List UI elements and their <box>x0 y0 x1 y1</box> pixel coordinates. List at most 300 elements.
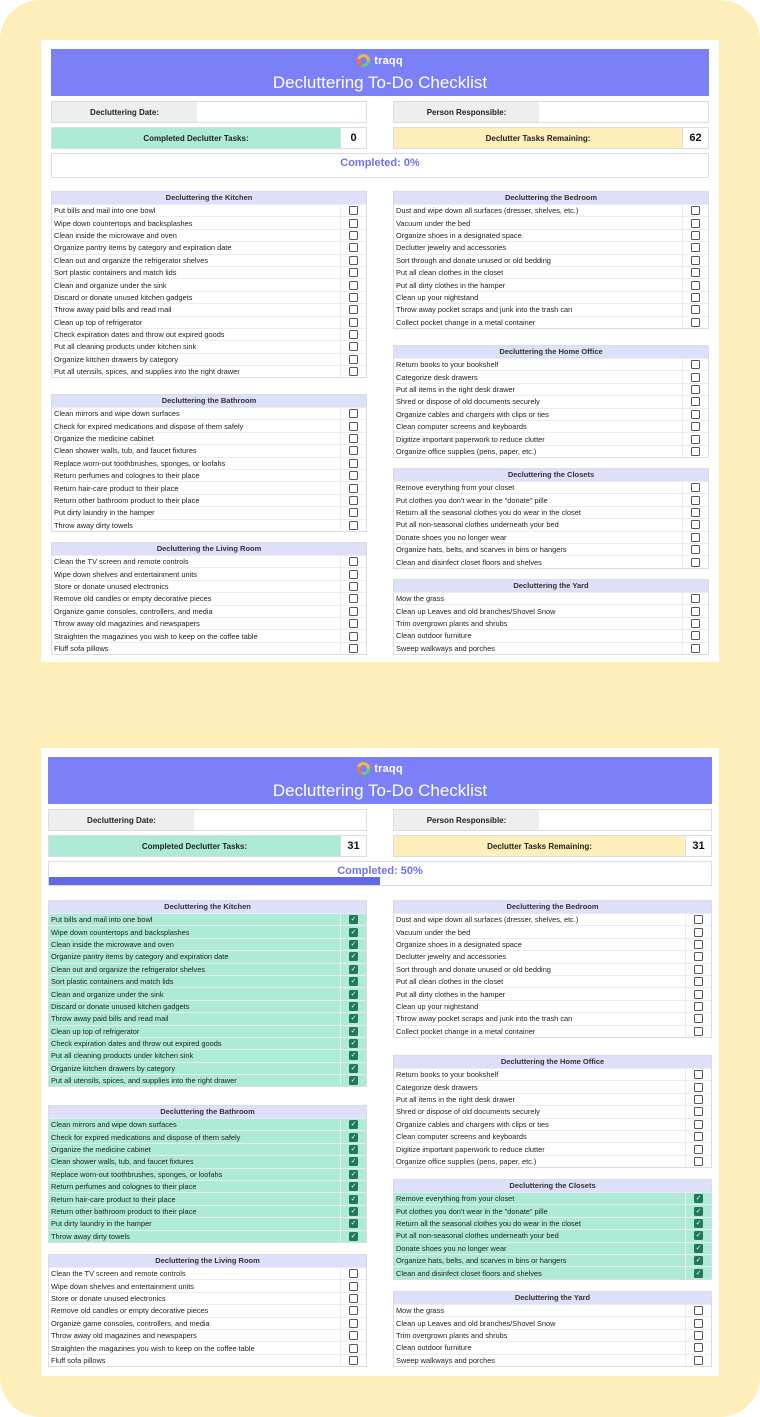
checkbox-cell <box>340 1280 366 1291</box>
completion-percent-text: Completed: 0% <box>340 157 420 169</box>
checkbox-icon[interactable] <box>694 915 703 924</box>
checked-checkbox-icon[interactable]: ✓ <box>350 1077 357 1085</box>
checked-checkbox-icon[interactable]: ✓ <box>350 916 357 924</box>
checked-checkbox-icon[interactable]: ✓ <box>695 1195 702 1203</box>
checklist-item <box>394 241 708 253</box>
checked-checkbox-icon[interactable]: ✓ <box>695 1232 702 1240</box>
checkbox-icon[interactable] <box>691 533 700 542</box>
section-title: Decluttering the Home Office <box>394 1056 711 1068</box>
checklist-item-label: Declutter jewelry and accessories <box>396 243 507 253</box>
checkbox-cell <box>682 359 708 370</box>
checkbox-icon[interactable] <box>694 1145 703 1154</box>
checklist-item <box>49 1354 366 1366</box>
checkbox-cell <box>340 1305 366 1316</box>
checked-checkbox-icon[interactable]: ✓ <box>350 1158 357 1166</box>
section-title: Decluttering the Yard <box>394 1292 711 1304</box>
checklist-item <box>394 278 708 290</box>
checkbox-icon[interactable] <box>691 243 700 252</box>
checked-checkbox-icon[interactable]: ✓ <box>350 953 357 961</box>
checked-checkbox-icon[interactable]: ✓ <box>350 1052 357 1060</box>
checklist-item <box>52 629 366 641</box>
checkbox-icon[interactable] <box>694 990 703 999</box>
checkbox-cell <box>682 267 708 278</box>
checkbox-icon[interactable] <box>694 1070 703 1079</box>
checked-checkbox-icon[interactable]: ✓ <box>350 990 357 998</box>
checkbox-icon[interactable] <box>694 1107 703 1116</box>
checkbox-cell <box>340 458 366 469</box>
checkbox-icon[interactable] <box>691 219 700 228</box>
section-kitchen <box>51 191 367 378</box>
checkbox-icon[interactable] <box>691 558 700 567</box>
checklist-item-label: Remove everything from your closet <box>396 483 515 493</box>
checkbox-icon[interactable] <box>691 397 700 406</box>
checkbox-cell <box>682 217 708 228</box>
checkbox-cell <box>340 630 366 641</box>
checkbox-cell <box>340 354 366 365</box>
checklist-item-label: Remove old candles or empty decorative pieces <box>54 594 212 604</box>
checkbox-cell <box>340 1218 366 1229</box>
checked-checkbox-icon[interactable]: ✓ <box>695 1207 702 1215</box>
checked-checkbox-icon[interactable]: ✓ <box>350 1064 357 1072</box>
checklist-item-label: Clean mirrors and wipe down surfaces <box>54 409 180 419</box>
checkbox-icon[interactable] <box>349 256 358 265</box>
declutter-date-field-value[interactable] <box>197 102 366 122</box>
checkbox-icon[interactable] <box>349 243 358 252</box>
checkbox-icon[interactable] <box>349 1356 358 1365</box>
checked-checkbox-icon[interactable]: ✓ <box>350 1195 357 1203</box>
checklist-item <box>394 1266 711 1278</box>
checkbox-icon[interactable] <box>691 293 700 302</box>
checkbox-cell <box>340 304 366 315</box>
checkbox-icon[interactable] <box>691 318 700 327</box>
checklist-item-label: Remove everything from your closet <box>396 1194 515 1204</box>
checked-checkbox-icon[interactable]: ✓ <box>350 1207 357 1215</box>
checklist-item <box>394 1304 711 1316</box>
checkbox-icon[interactable] <box>349 367 358 376</box>
checklist-item <box>394 1105 711 1117</box>
checkbox-cell <box>682 317 708 328</box>
checklist-item <box>394 1217 711 1229</box>
checkbox-icon[interactable] <box>349 1269 358 1278</box>
checklist-item-label: Categorize desk drawers <box>396 372 478 382</box>
checkbox-icon[interactable] <box>691 619 700 628</box>
checked-checkbox-icon[interactable]: ✓ <box>350 928 357 936</box>
checklist-item <box>394 518 708 530</box>
checkbox-icon[interactable] <box>694 1157 703 1166</box>
checked-checkbox-icon[interactable]: ✓ <box>350 1170 357 1178</box>
checkbox-icon[interactable] <box>349 1331 358 1340</box>
section-closets <box>393 1179 712 1280</box>
checked-checkbox-icon[interactable]: ✓ <box>350 1232 357 1240</box>
checkbox-icon[interactable] <box>349 446 358 455</box>
checkbox-cell <box>340 1206 366 1217</box>
checkbox-cell <box>685 1143 711 1154</box>
checkbox-icon[interactable] <box>694 1331 703 1340</box>
checkbox-cell <box>340 951 366 962</box>
checkbox-cell <box>682 643 708 654</box>
checkbox-icon[interactable] <box>349 594 358 603</box>
section-title: Decluttering the Yard <box>394 580 708 592</box>
checklist-item-label: Sweep walkways and porches <box>396 643 496 653</box>
checked-checkbox-icon[interactable]: ✓ <box>350 1027 357 1035</box>
checkbox-icon[interactable] <box>349 318 358 327</box>
checkbox-icon[interactable] <box>691 360 700 369</box>
checkbox-icon[interactable] <box>691 305 700 314</box>
checklist-item <box>49 1230 366 1242</box>
checklist-item-label: Organize shoes in a designated space <box>396 939 522 949</box>
checklist-item-label: Fluff sofa pillows <box>51 1355 106 1365</box>
checklist-item-label: Organize hats, belts, and scarves in bins or hangers <box>396 545 567 555</box>
checklist-item <box>394 266 708 278</box>
checkbox-icon[interactable] <box>694 928 703 937</box>
checkbox-icon[interactable] <box>691 545 700 554</box>
checkbox-icon[interactable] <box>691 385 700 394</box>
checkbox-cell <box>682 519 708 530</box>
checklist-item-label: Clean inside the microwave and oven <box>54 230 177 240</box>
checkbox-cell <box>685 1081 711 1092</box>
checked-checkbox-icon[interactable]: ✓ <box>350 1183 357 1191</box>
checkbox-icon[interactable] <box>349 570 358 579</box>
checkbox-icon[interactable] <box>349 422 358 431</box>
checkbox-icon[interactable] <box>349 1282 358 1291</box>
checklist-sheet-empty <box>41 40 719 662</box>
checklist-item-label: Clean and organize under the sink <box>51 989 164 999</box>
checklist-item-label: Wipe down shelves and entertainment units <box>54 569 197 579</box>
checklist-item-label: Clean and disinfect closet floors and shelves <box>396 557 542 567</box>
checklist-item <box>52 642 366 654</box>
checkbox-icon[interactable] <box>349 1344 358 1353</box>
completed-tasks-count: 31 <box>340 836 366 856</box>
checkbox-icon[interactable] <box>349 281 358 290</box>
checkbox-cell <box>685 1305 711 1316</box>
checkbox-cell <box>682 371 708 382</box>
checklist-item <box>394 1341 711 1353</box>
completion-percent-text: Completed: 50% <box>337 865 423 877</box>
checklist-item <box>49 1304 366 1316</box>
section-yard <box>393 579 709 655</box>
checkbox-icon[interactable] <box>694 1120 703 1129</box>
checkbox-cell <box>340 1293 366 1304</box>
checklist-item-label: Put all clean clothes in the closet <box>396 268 504 278</box>
checkbox-icon[interactable] <box>349 1294 358 1303</box>
checkbox-icon[interactable] <box>349 268 358 277</box>
checkbox-cell <box>682 384 708 395</box>
checklist-item-label: Replace worn-out toothbrushes, sponges, or loofahs <box>51 1169 223 1179</box>
checkbox-icon[interactable] <box>694 1132 703 1141</box>
checklist-item <box>394 1012 711 1024</box>
checklist-item-label: Clean up your nightstand <box>396 1001 479 1011</box>
remaining-tasks-label: Declutter Tasks Remaining: <box>394 128 682 148</box>
checkbox-cell <box>340 988 366 999</box>
checkbox-icon[interactable] <box>694 1306 703 1315</box>
declutter-date-field-label: Decluttering Date: <box>52 102 197 122</box>
checklist-item-label: Return books to your bookshelf <box>396 360 499 370</box>
checkbox-cell <box>340 292 366 303</box>
checklist-item-label: Clean outdoor furniture <box>396 631 472 641</box>
checkbox-cell <box>685 939 711 950</box>
checkbox-icon[interactable] <box>694 1356 703 1365</box>
checklist-item <box>394 216 708 228</box>
checkbox-icon[interactable] <box>349 496 358 505</box>
checkbox-icon[interactable] <box>349 1319 358 1328</box>
checkbox-cell <box>685 1205 711 1216</box>
checked-checkbox-icon[interactable]: ✓ <box>350 978 357 986</box>
checkbox-cell <box>685 1001 711 1012</box>
checkbox-icon[interactable] <box>691 496 700 505</box>
checklist-item-label: Put clothes you don't wear in the "donate" pille <box>396 1206 548 1216</box>
checkbox-icon[interactable] <box>694 1014 703 1023</box>
checked-checkbox-icon[interactable]: ✓ <box>350 1121 357 1129</box>
checklist-item <box>394 1316 711 1328</box>
checklist-item-label: Dust and wipe down all surfaces (dresser, shelves, etc.) <box>396 915 579 925</box>
completed-tasks-stat <box>48 835 367 857</box>
checkbox-icon[interactable] <box>349 632 358 641</box>
checklist-item <box>49 1279 366 1291</box>
checklist-item-label: Sort plastic containers and match lids <box>54 268 177 278</box>
checkbox-icon[interactable] <box>691 231 700 240</box>
checklist-item-label: Collect pocket change in a metal container <box>396 317 536 327</box>
checkbox-icon[interactable] <box>694 940 703 949</box>
declutter-date-field-value[interactable] <box>194 810 366 830</box>
checkbox-icon[interactable] <box>691 631 700 640</box>
person-responsible-field[interactable] <box>393 809 712 831</box>
checklist-item <box>52 353 366 365</box>
checkbox-icon[interactable] <box>691 410 700 419</box>
checkbox-icon[interactable] <box>694 1319 703 1328</box>
checklist-item-label: Throw away paid bills and read mail <box>51 1014 169 1024</box>
checkbox-cell <box>682 630 708 641</box>
checkbox-cell <box>340 230 366 241</box>
section-living <box>51 542 367 655</box>
checklist-item-label: Organize pantry items by category and expiration date <box>51 952 229 962</box>
checkbox-icon[interactable] <box>691 520 700 529</box>
checkbox-cell <box>340 964 366 975</box>
remaining-tasks-label: Declutter Tasks Remaining: <box>394 836 685 856</box>
declutter-date-field[interactable] <box>48 809 367 831</box>
checklist-item-label: Clean up Leaves and old branches/Shovel Snow <box>396 1318 556 1328</box>
checkbox-cell <box>340 205 366 216</box>
checkbox-icon[interactable] <box>349 619 358 628</box>
checklist-item-label: Put all non-seasonal clothes underneath your bed <box>396 520 559 530</box>
checkbox-cell <box>685 1094 711 1105</box>
checkbox-icon[interactable] <box>691 268 700 277</box>
person-responsible-field[interactable] <box>393 101 709 123</box>
checklist-item <box>52 254 366 266</box>
checkbox-icon[interactable] <box>349 582 358 591</box>
checkbox-icon[interactable] <box>349 219 358 228</box>
checkbox-icon[interactable] <box>691 435 700 444</box>
checklist-item-label: Digitize important paperwork to reduce clutter <box>396 1144 545 1154</box>
person-responsible-field-value[interactable] <box>539 810 711 830</box>
checklist-item <box>394 987 711 999</box>
checklist-item <box>394 432 708 444</box>
checklist-item <box>394 617 708 629</box>
checkbox-icon[interactable] <box>349 231 358 240</box>
checkbox-icon[interactable] <box>349 644 358 653</box>
checked-checkbox-icon[interactable]: ✓ <box>695 1219 702 1227</box>
checkbox-icon[interactable] <box>691 373 700 382</box>
checkbox-cell <box>682 507 708 518</box>
checked-checkbox-icon[interactable]: ✓ <box>350 940 357 948</box>
checked-checkbox-icon[interactable]: ✓ <box>350 965 357 973</box>
checkbox-icon[interactable] <box>691 256 700 265</box>
checkbox-cell <box>340 1355 366 1366</box>
checklist-item-label: Clean mirrors and wipe down surfaces <box>51 1120 177 1130</box>
checkbox-icon[interactable] <box>691 508 700 517</box>
section-bedroom <box>393 900 712 1038</box>
checkbox-icon[interactable] <box>694 965 703 974</box>
checklist-item <box>394 506 708 518</box>
checklist-item <box>49 925 366 937</box>
checklist-item-label: Return hair-care product to their place <box>51 1194 176 1204</box>
completion-progress-bar <box>49 877 380 885</box>
checkbox-icon[interactable] <box>691 644 700 653</box>
checkbox-icon[interactable] <box>691 281 700 290</box>
checklist-item-label: Put all non-seasonal clothes underneath your bed <box>396 1231 559 1241</box>
checklist-item <box>394 316 708 328</box>
checkbox-icon[interactable] <box>694 1343 703 1352</box>
checkbox-icon[interactable] <box>694 1027 703 1036</box>
checklist-item-label: Throw away dirty towels <box>51 1231 130 1241</box>
checkbox-icon[interactable] <box>691 607 700 616</box>
checklist-item <box>394 1204 711 1216</box>
checklist-item-label: Return other bathroom product to their place <box>54 495 200 505</box>
checkbox-icon[interactable] <box>349 508 358 517</box>
checkbox-icon[interactable] <box>349 305 358 314</box>
checklist-item-label: Clean up top of refrigerator <box>54 317 143 327</box>
checkbox-icon[interactable] <box>691 422 700 431</box>
checklist-item-label: Fluff sofa pillows <box>54 643 109 653</box>
checklist-item-label: Straighten the magazines you wish to keep on the coffee table <box>54 631 258 641</box>
checkbox-cell <box>340 470 366 481</box>
checkbox-icon[interactable] <box>694 1083 703 1092</box>
person-responsible-field-value[interactable] <box>539 102 708 122</box>
checkbox-icon[interactable] <box>349 409 358 418</box>
checkbox-cell <box>340 1026 366 1037</box>
checked-checkbox-icon[interactable]: ✓ <box>695 1269 702 1277</box>
checkbox-icon[interactable] <box>349 484 358 493</box>
checkbox-cell <box>340 408 366 419</box>
checklist-item <box>394 642 708 654</box>
checkbox-icon[interactable] <box>691 206 700 215</box>
checklist-item <box>394 1093 711 1105</box>
page-title: Decluttering To-Do Checklist <box>272 73 488 92</box>
checklist-item <box>52 457 366 469</box>
checkbox-icon[interactable] <box>349 330 358 339</box>
checkbox-icon[interactable] <box>349 471 358 480</box>
checkbox-cell <box>685 964 711 975</box>
section-bathroom <box>48 1105 367 1243</box>
checklist-item <box>52 303 366 315</box>
checked-checkbox-icon[interactable]: ✓ <box>350 1145 357 1153</box>
title-banner <box>51 49 709 96</box>
checklist-item <box>49 1143 366 1155</box>
checkbox-cell <box>682 544 708 555</box>
checklist-item-label: Throw away pocket scraps and junk into the trash can <box>396 1014 573 1024</box>
checklist-item-label: Return perfumes and colognes to their place <box>51 1182 197 1192</box>
checklist-item-label: Store or donate unused electronics <box>54 581 169 591</box>
checklist-item-label: Collect pocket change in a metal container <box>396 1026 536 1036</box>
checklist-item <box>49 1317 366 1329</box>
checkbox-icon[interactable] <box>691 594 700 603</box>
checkbox-icon[interactable] <box>349 459 358 468</box>
checkbox-icon[interactable] <box>694 1095 703 1104</box>
checkbox-cell <box>685 1013 711 1024</box>
checked-checkbox-icon[interactable]: ✓ <box>695 1244 702 1252</box>
checkbox-icon[interactable] <box>694 977 703 986</box>
checklist-item-label: Digitize important paperwork to reduce clutter <box>396 434 545 444</box>
checkbox-icon[interactable] <box>349 293 358 302</box>
checkbox-cell <box>340 420 366 431</box>
checklist-item <box>49 1155 366 1167</box>
checklist-item <box>394 950 711 962</box>
checked-checkbox-icon[interactable]: ✓ <box>350 1220 357 1228</box>
checklist-item-label: Clean computer screens and keyboards <box>396 422 527 432</box>
checklist-item-label: Put dirty laundry in the hamper <box>51 1219 152 1229</box>
checkbox-cell <box>340 317 366 328</box>
checkbox-icon[interactable] <box>349 355 358 364</box>
checked-checkbox-icon[interactable]: ✓ <box>350 1002 357 1010</box>
checklist-item <box>394 1192 711 1204</box>
checkbox-cell <box>340 267 366 278</box>
checked-checkbox-icon[interactable]: ✓ <box>695 1257 702 1265</box>
checked-checkbox-icon[interactable]: ✓ <box>350 1040 357 1048</box>
checklist-item <box>52 506 366 518</box>
checklist-item <box>394 1130 711 1142</box>
checklist-item <box>49 1074 366 1086</box>
declutter-date-field[interactable] <box>51 101 367 123</box>
checkbox-icon[interactable] <box>691 447 700 456</box>
section-title: Decluttering the Kitchen <box>49 901 366 913</box>
checklist-item <box>394 925 711 937</box>
checkbox-icon[interactable] <box>694 952 703 961</box>
checkbox-cell <box>340 1169 366 1180</box>
checkbox-cell <box>340 1131 366 1142</box>
remaining-tasks-stat <box>393 835 712 857</box>
checked-checkbox-icon[interactable]: ✓ <box>350 1015 357 1023</box>
checkbox-icon[interactable] <box>349 607 358 616</box>
checklist-item <box>394 975 711 987</box>
checklist-item <box>394 481 708 493</box>
checklist-item-label: Organize the medicine cabinet <box>51 1144 151 1154</box>
checkbox-icon[interactable] <box>349 206 358 215</box>
checkbox-cell <box>340 1181 366 1192</box>
checklist-item-label: Organize cables and chargers with clips or ties <box>396 409 549 419</box>
checkbox-cell <box>340 279 366 290</box>
checklist-item <box>52 519 366 531</box>
checked-checkbox-icon[interactable]: ✓ <box>350 1133 357 1141</box>
traqq-logo-icon <box>357 54 370 67</box>
checkbox-icon[interactable] <box>694 1002 703 1011</box>
checkbox-icon[interactable] <box>349 342 358 351</box>
checklist-item-label: Clean up Leaves and old branches/Shovel Snow <box>396 606 556 616</box>
checklist-item-label: Clean outdoor furniture <box>396 1343 472 1353</box>
checklist-item <box>394 1118 711 1130</box>
checkbox-icon[interactable] <box>349 1306 358 1315</box>
checkbox-icon[interactable] <box>349 434 358 443</box>
checklist-item <box>394 493 708 505</box>
checklist-item <box>52 592 366 604</box>
checkbox-icon[interactable] <box>349 557 358 566</box>
checkbox-icon[interactable] <box>691 483 700 492</box>
checkbox-cell <box>340 433 366 444</box>
brand-logo <box>48 762 712 775</box>
checklist-item <box>49 913 366 925</box>
checklist-item <box>394 1242 711 1254</box>
checkbox-cell <box>340 1193 366 1204</box>
checkbox-icon[interactable] <box>349 521 358 530</box>
checklist-item-label: Clean the TV screen and remote controls <box>51 1269 186 1279</box>
